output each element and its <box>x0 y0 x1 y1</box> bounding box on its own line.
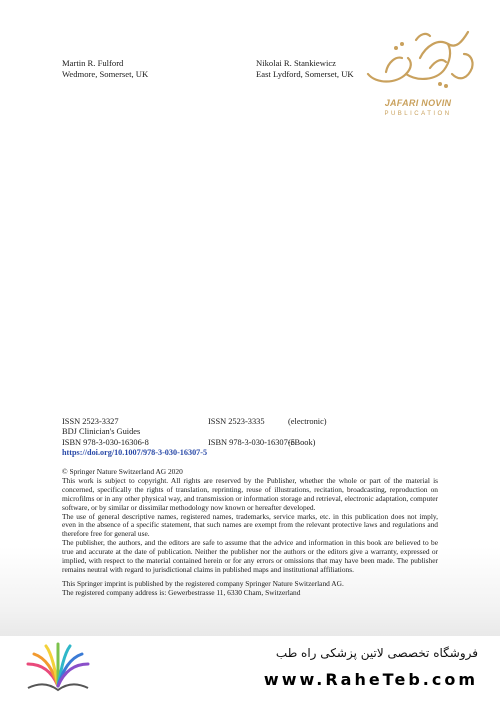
author-2 <box>256 58 354 80</box>
copyright-line: © Springer Nature Switzerland AG 2020 <box>62 467 183 476</box>
doi-link[interactable]: https://doi.org/10.1007/978-3-030-16307-5 <box>62 448 208 458</box>
watermark-subtitle: PUBLICATION <box>384 111 452 117</box>
issn-print: ISSN 2523-3327 <box>62 417 119 426</box>
isbn-ebook-note: (eBook) <box>288 437 316 447</box>
series-title: BDJ Clinician's Guides <box>62 427 141 437</box>
issn-electronic: ISSN 2523-3335 <box>208 417 265 426</box>
open-book-rainbow-icon <box>22 642 94 696</box>
calligraphy-logo-icon <box>356 22 480 98</box>
author-1-name: Martin R. Fulford <box>62 58 124 68</box>
series-row <box>62 427 462 437</box>
watermark-name: JAFARI NOVIN <box>384 98 452 108</box>
copyright-paragraph-1: This work is subject to copyright. All rights are reserved by the Publisher, whether the whole or part of the material is concerned, specifically the rights of translation, reprinting, reuse of illustrations, recitation, broadcasting, reproduction on microfilms or in any other physical way, and transmission or information storage and retrieval, electronic adaptation, computer software, or by similar or dissimilar methodology now known or hereafter developed. <box>62 475 438 512</box>
copyright-block <box>62 468 438 598</box>
author-2-name: Nikolai R. Stankiewicz <box>256 58 336 68</box>
store-url[interactable]: www.RaheTeb.com <box>263 670 478 689</box>
address-line: The registered company address is: Gewerbestrasse 11, 6330 Cham, Switzerland <box>62 587 301 597</box>
bibliographic-info <box>62 417 462 459</box>
store-footer-banner <box>0 636 500 700</box>
author-1-location: Wedmore, Somerset, UK <box>62 69 149 79</box>
isbn-row <box>62 438 462 448</box>
copyright-paragraph-2: The use of general descriptive names, registered names, trademarks, service marks, etc. in this publication does not imply, even in the absence of a specific statement, that such names are exempt from the relevant protective laws and regulations and therefore free for general use. <box>62 511 438 539</box>
copyright-paragraph-3: The publisher, the authors, and the editors are safe to assume that the advice and information in this book are believed to be true and accurate at the date of publication. Neither the publisher nor the authors or the editors give a warranty, expressed or implied, with respect to the material contained herein or for any errors or omissions that may have been made. The publisher remains neutral with regard to jurisdictional claims in published maps and institutional affiliations. <box>62 538 438 574</box>
isbn-print: ISBN 978-3-030-16306-8 <box>62 437 149 447</box>
publisher-watermark-logo <box>356 22 480 122</box>
issn-electronic-note: (electronic) <box>288 417 327 426</box>
author-1 <box>62 58 148 80</box>
author-2-location: East Lydford, Somerset, UK <box>256 69 354 79</box>
imprint-line: This Springer imprint is published by the registered company Springer Nature Switzerland AG. <box>62 578 344 588</box>
isbn-ebook: ISBN 978-3-030-16307-5 <box>208 437 295 447</box>
doi-row <box>62 448 462 458</box>
issn-row <box>62 417 462 427</box>
store-name: فروشگاه تخصصی لاتین پزشکی راه طب <box>275 646 478 660</box>
